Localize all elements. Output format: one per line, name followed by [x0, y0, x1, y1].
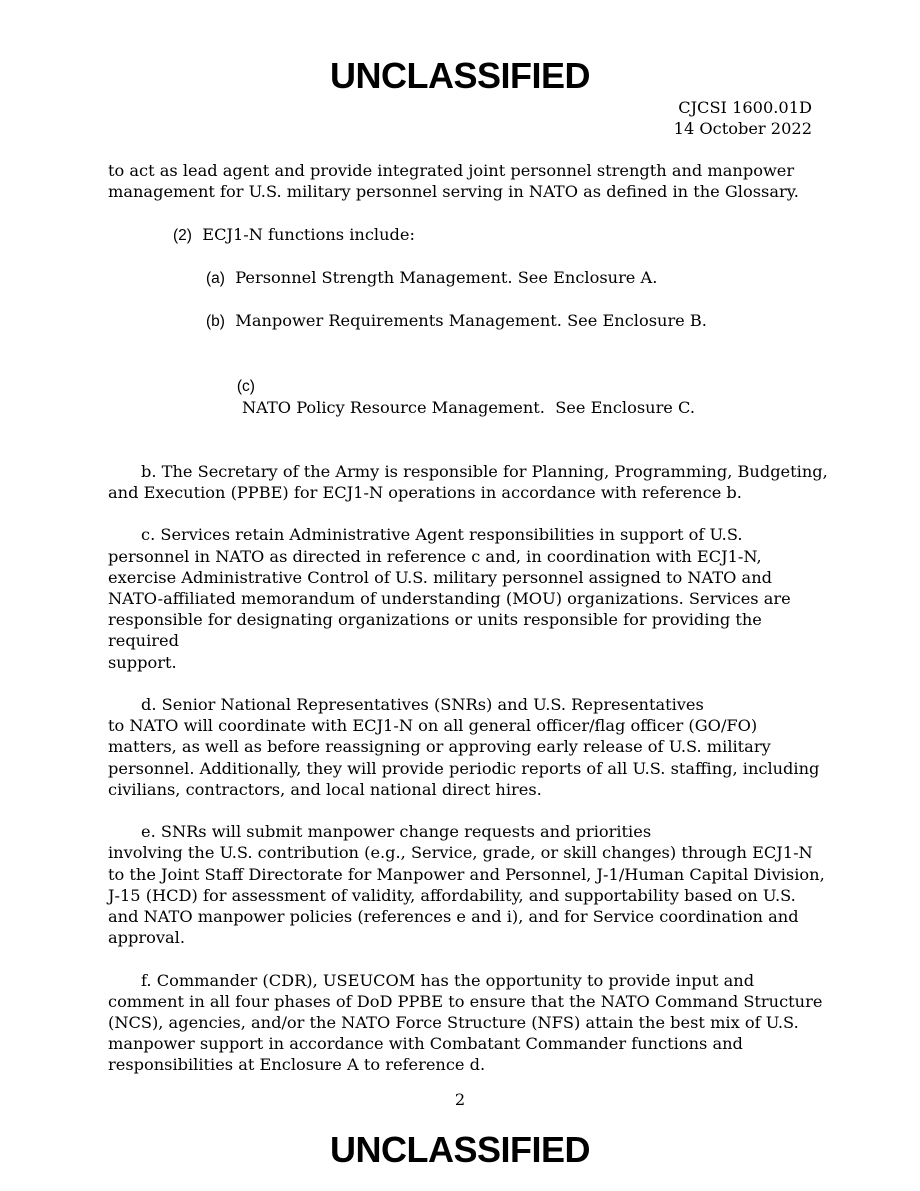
- list-item-label: (a): [206, 269, 225, 287]
- classification-banner-bottom: UNCLASSIFIED: [329, 1129, 590, 1170]
- list-item-text: Personnel Strength Management. See Enclosure A.: [235, 267, 658, 287]
- list-item-text: ECJ1-N functions include:: [202, 224, 415, 244]
- classification-banner-top: UNCLASSIFIED: [329, 55, 590, 96]
- paragraph-c: c. Services retain Administrative Agent responsibilities in support of U.S. personnel in NATO as directed in reference c and, in coordination with ECJ1-N, exercise Administrative Control of U.S. military personnel assigned to NATO and NATO-affiliated memorandum of understanding (MOU) organizations. Services are responsible for designating organizations or units responsible for providing the required support.: [108, 525, 791, 672]
- list-item-a: [108, 267, 828, 289]
- list-item-text: Manpower Requirements Management. See Enclosure B.: [235, 311, 707, 331]
- list-item-2: [108, 224, 828, 246]
- list-item-b: [108, 310, 828, 332]
- document-date: 14 October 2022: [673, 119, 812, 138]
- list-item-c: [108, 354, 828, 440]
- list-item-text: NATO Policy Resource Management. See Enclosure C.: [236, 398, 695, 418]
- page-number: 2: [454, 1090, 466, 1109]
- document-body: [108, 160, 828, 1097]
- intro-paragraph: to act as lead agent and provide integrated joint personnel strength and manpower management for U.S. military personnel serving in NATO as defined in the Glossary.: [108, 161, 799, 202]
- paragraph-d: d. Senior National Representatives (SNRs) and U.S. Representatives to NATO will coordinate with ECJ1-N on all general officer/flag officer (GO/FO) matters, as well as before reassigning or approving early release of U.S. military personnel. Additionally, they will provide periodic reports of all U.S. staffing, including civilians, contractors, and local national direct hires.: [108, 694, 820, 799]
- paragraph-b: b. The Secretary of the Army is responsible for Planning, Programming, Budgeting, and Execution (PPBE) for ECJ1-N operations in accordance with reference b.: [108, 461, 828, 502]
- document-number: CJCSI 1600.01D: [678, 98, 812, 117]
- paragraph-e: e. SNRs will submit manpower change requests and priorities involving the U.S. contribution (e.g., Service, grade, or skill changes) through ECJ1-N to the Joint Staff Directorate for Manpower and Personnel, J-1/Human Capital Division, J-15 (HCD) for assessment of validity, affordability, and supportability based on U.S. and NATO manpower policies (references e and i), and for Service coordination and approval.: [108, 822, 825, 948]
- list-item-label: (b): [206, 313, 225, 331]
- list-item-label: (2): [173, 226, 192, 244]
- document-identifier: [674, 97, 812, 139]
- list-item-label: (c): [236, 377, 255, 395]
- paragraph-f: f. Commander (CDR), USEUCOM has the opportunity to provide input and comment in all four phases of DoD PPBE to ensure that the NATO Command Structure (NCS), agencies, and/or the NATO Force Structure (NFS) attain the best mix of U.S. manpower support in accordance with Combatant Commander functions and responsibilities at Enclosure A to reference d.: [108, 970, 823, 1075]
